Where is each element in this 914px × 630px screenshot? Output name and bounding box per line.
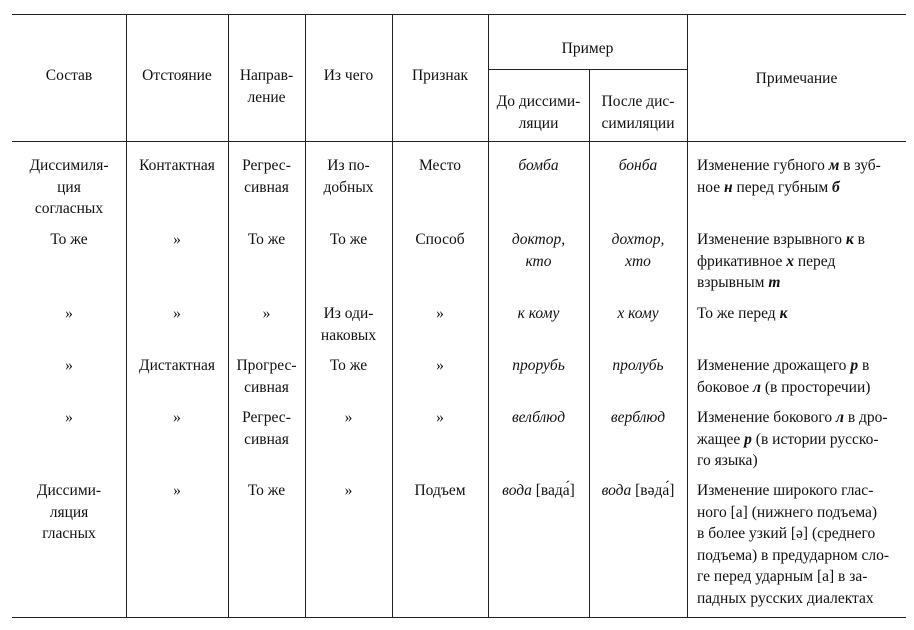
row6-sostav-line1: Диссими- xyxy=(36,482,102,499)
row3-before: к кому xyxy=(517,305,560,322)
row5-sostav: » xyxy=(65,409,73,426)
header-posle-dissimilyacii xyxy=(589,91,687,134)
row6-note-line3: в более узкий [ә] (среднего xyxy=(697,525,876,542)
header-napravlenie xyxy=(228,65,305,108)
row1-sostav-line2: ция xyxy=(57,178,81,196)
row6-napravlenie: То же xyxy=(247,482,286,499)
row5-note-line2: жащее р (в истории русско- xyxy=(697,430,879,448)
row2-after-line1: дохтор, xyxy=(611,231,665,248)
row1-otstoyanie: Контактная xyxy=(139,157,215,174)
row6-sostav-line2: ляция xyxy=(49,503,89,521)
row2-otstoyanie: » xyxy=(173,231,181,248)
row4-napravlenie-line1: Прогрес- xyxy=(236,357,297,374)
row2-iz-chego: То же xyxy=(329,231,368,248)
row3-otstoyanie: » xyxy=(173,305,181,322)
row6-note-line4: подъема) в предударном сло- xyxy=(697,546,890,564)
row5-otstoyanie: » xyxy=(173,409,181,426)
row2-sostav: То же xyxy=(50,231,88,248)
row5-napravlenie xyxy=(228,407,305,450)
row5-after: верблюд xyxy=(610,409,666,426)
rule-bottom xyxy=(12,617,906,618)
row1-note-line2: ное н перед губным б xyxy=(697,178,840,196)
row1-sostav-line1: Диссимиля- xyxy=(29,157,109,174)
row3-iz-chego-line2: наковых xyxy=(320,326,377,344)
row6-note-line1: Изменение широкого глас- xyxy=(697,482,874,499)
header-napravlenie-line2: ление xyxy=(247,88,286,106)
row2-before-line1: доктор, xyxy=(511,231,566,248)
rule-top xyxy=(12,14,906,15)
row5-napravlenie-line1: Регрес- xyxy=(242,409,291,426)
row6-note-line6: падных русских диалектах xyxy=(697,589,874,607)
row6-sostav xyxy=(12,480,126,545)
row5-note xyxy=(697,407,902,472)
header-primer: Пример xyxy=(561,40,614,57)
row4-after: пролубь xyxy=(612,357,664,374)
row3-note xyxy=(697,303,902,325)
row1-napravlenie xyxy=(228,155,305,198)
header-before-line1: До диссими- xyxy=(496,93,581,110)
row1-iz-chego xyxy=(305,155,392,198)
row6-otstoyanie: » xyxy=(173,482,181,499)
row1-after: бонба xyxy=(618,157,658,174)
row4-before: прорубь xyxy=(512,357,565,374)
row1-note-line1: Изменение губного м в зуб- xyxy=(697,157,881,174)
header-napravlenie-line1: Направ- xyxy=(239,67,294,84)
row3-priznak: » xyxy=(436,305,444,322)
row3-note-line1: То же перед к xyxy=(697,305,788,322)
row6-priznak: Подъем xyxy=(414,482,466,499)
row2-after xyxy=(589,229,687,272)
row1-note xyxy=(697,155,902,198)
row2-before-line2: кто xyxy=(525,252,552,270)
row6-note xyxy=(697,480,902,609)
row3-after: х кому xyxy=(617,305,659,322)
row5-napravlenie-line2: сивная xyxy=(244,430,289,448)
row5-note-line3: го языка) xyxy=(697,452,758,469)
row4-note-line2: боковое л (в просторечии) xyxy=(697,378,871,396)
row6-note-line5: ге перед ударным [а] в за- xyxy=(697,568,868,585)
header-otstoyanie: Отстояние xyxy=(142,67,212,84)
row1-sostav xyxy=(12,155,126,220)
row3-napravlenie: » xyxy=(262,305,271,322)
row3-iz-chego xyxy=(305,303,392,346)
row4-iz-chego: То же xyxy=(329,357,368,374)
row2-napravlenie: То же xyxy=(247,231,286,248)
row1-iz-chego-line2: добных xyxy=(323,178,374,196)
row2-after-line2: хто xyxy=(625,252,651,270)
row3-iz-chego-line1: Из оди- xyxy=(323,305,374,322)
row4-priznak: » xyxy=(436,357,444,374)
header-primechanie: Примечание xyxy=(755,70,838,87)
header-priznak: Признак xyxy=(411,67,469,84)
row5-note-line1: Изменение бокового л в дро- xyxy=(697,409,888,426)
rule-header-bottom xyxy=(12,141,906,142)
header-after-line1: После дис- xyxy=(601,93,675,110)
row4-napravlenie-line2: сивная xyxy=(244,378,289,396)
row4-sostav: » xyxy=(65,357,73,374)
row6-before: вода [вада́] xyxy=(502,482,575,499)
row3-sostav: » xyxy=(65,305,73,322)
row1-before: бомба xyxy=(518,157,559,174)
rule-example-split xyxy=(488,69,687,70)
row2-note-line1: Изменение взрывного к в xyxy=(697,231,865,248)
row6-sostav-line3: гласных xyxy=(42,525,96,542)
row1-sostav-line3: согласных xyxy=(34,200,104,217)
row2-note-line2: фрикативное х перед xyxy=(697,252,836,270)
row4-note xyxy=(697,355,902,398)
row1-napravlenie-line1: Регрес- xyxy=(242,157,291,174)
row6-iz-chego: » xyxy=(344,482,353,499)
row2-before xyxy=(488,229,589,272)
rule-col-7 xyxy=(687,14,688,617)
row1-iz-chego-line1: Из по- xyxy=(327,157,370,174)
header-iz-chego: Из чего xyxy=(323,67,374,84)
row4-otstoyanie: Дистактная xyxy=(139,357,215,374)
header-after-line2: симиляции xyxy=(601,114,675,132)
row1-napravlenie-line2: сивная xyxy=(244,178,289,196)
row5-priznak: » xyxy=(436,409,444,426)
row2-note xyxy=(697,229,902,294)
header-before-line2: ляции xyxy=(518,114,559,132)
row1-priznak: Место xyxy=(418,157,462,174)
row6-note-line2: ного [а] (нижнего подъема) xyxy=(697,503,878,521)
row4-note-line1: Изменение дрожащего р в xyxy=(697,357,870,374)
row2-priznak: Способ xyxy=(415,231,465,248)
row2-note-line3: взрывным т xyxy=(697,274,781,291)
header-do-dissimilyacii xyxy=(488,91,589,134)
row6-after: вода [вәда́] xyxy=(601,482,675,499)
row5-iz-chego: » xyxy=(344,409,353,426)
header-sostav: Состав xyxy=(45,67,93,84)
row5-before: велблюд xyxy=(511,409,566,426)
rule-col-6 xyxy=(589,69,590,617)
row4-napravlenie xyxy=(228,355,305,398)
